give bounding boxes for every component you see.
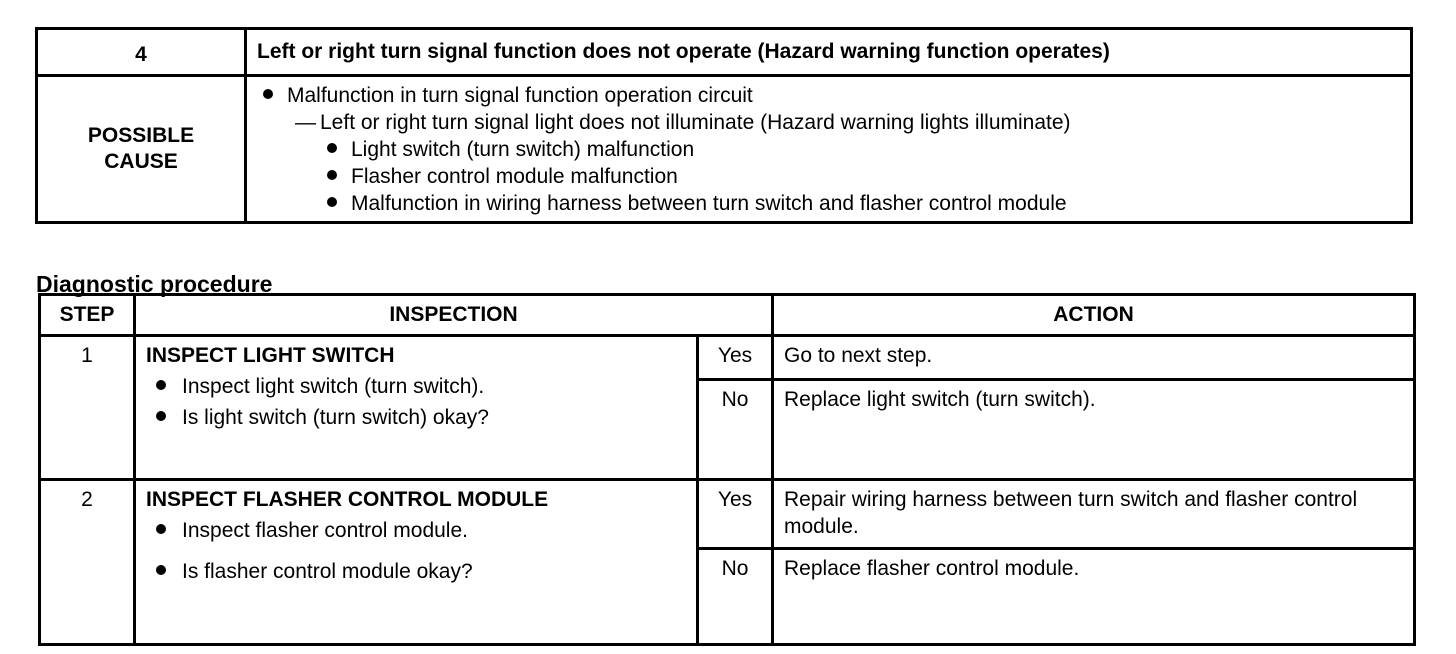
bullet-icon bbox=[327, 170, 337, 180]
step-number: 1 bbox=[40, 336, 135, 480]
action-yes: Go to next step. bbox=[773, 336, 1415, 380]
possible-cause-label: POSSIBLE CAUSE bbox=[37, 76, 246, 223]
answer-no: No bbox=[698, 548, 773, 644]
inspection-item: Is flasher control module okay? bbox=[146, 559, 686, 586]
header-step: STEP bbox=[40, 295, 135, 336]
dash-icon: — bbox=[295, 110, 316, 134]
action-no: Replace flasher control module. bbox=[773, 548, 1415, 644]
cause-item: Malfunction in turn signal function operation circuit bbox=[263, 83, 1400, 110]
cause-item: Malfunction in wiring harness between turn switch and flasher control module bbox=[263, 191, 1400, 218]
bullet-icon bbox=[156, 411, 166, 421]
bullet-icon bbox=[156, 565, 166, 575]
bullet-icon bbox=[263, 89, 273, 99]
step-number: 2 bbox=[40, 480, 135, 645]
diagnostic-procedure-table bbox=[38, 293, 1416, 646]
symptom-table bbox=[35, 27, 1413, 224]
bullet-icon bbox=[156, 524, 166, 534]
inspection-cell bbox=[135, 336, 698, 480]
bullet-icon bbox=[327, 143, 337, 153]
header-action: ACTION bbox=[773, 295, 1415, 336]
answer-no: No bbox=[698, 380, 773, 480]
action-no: Replace light switch (turn switch). bbox=[773, 380, 1415, 480]
inspection-item: Inspect flasher control module. bbox=[146, 518, 686, 545]
possible-cause-list bbox=[246, 76, 1412, 223]
inspection-title: INSPECT FLASHER CONTROL MODULE bbox=[146, 488, 549, 511]
action-yes: Repair wiring harness between turn switch and flasher control module. bbox=[773, 480, 1415, 549]
inspection-cell bbox=[135, 480, 698, 645]
inspection-title: INSPECT LIGHT SWITCH bbox=[146, 344, 395, 367]
inspection-item: Is light switch (turn switch) okay? bbox=[146, 405, 686, 432]
inspection-item: Inspect light switch (turn switch). bbox=[146, 374, 686, 401]
cause-item: Flasher control module malfunction bbox=[263, 164, 1400, 191]
symptom-title: Left or right turn signal function does not operate (Hazard warning function operates) bbox=[246, 29, 1412, 76]
symptom-number: 4 bbox=[37, 29, 246, 76]
bullet-icon bbox=[156, 380, 166, 390]
diagnostic-procedure-heading: Diagnostic procedure bbox=[36, 271, 273, 297]
answer-yes: Yes bbox=[698, 480, 773, 549]
cause-item: — Left or right turn signal light does not illuminate (Hazard warning lights illuminate) bbox=[263, 110, 1400, 137]
header-inspection: INSPECTION bbox=[135, 295, 773, 336]
answer-yes: Yes bbox=[698, 336, 773, 380]
cause-item: Light switch (turn switch) malfunction bbox=[263, 137, 1400, 164]
bullet-icon bbox=[327, 197, 337, 207]
